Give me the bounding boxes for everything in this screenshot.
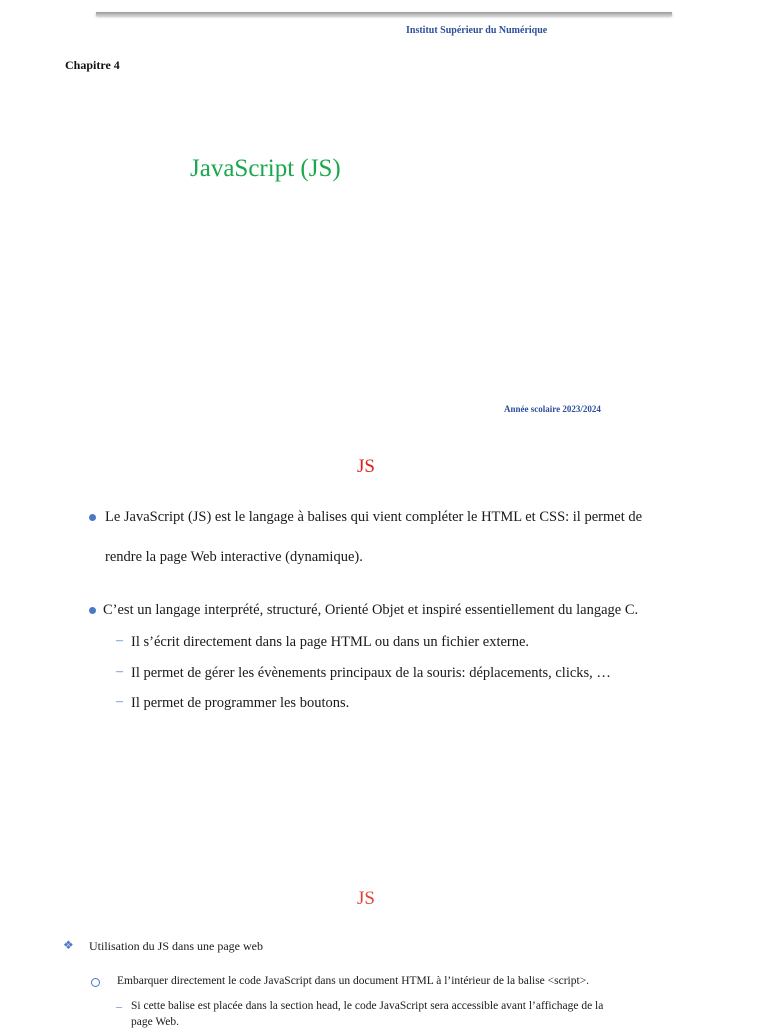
slide2-heading: JS <box>357 888 375 909</box>
chapter-label: Chapitre 4 <box>65 58 120 72</box>
document-title: JavaScript (JS) <box>190 155 341 182</box>
school-year: Année scolaire 2023/2024 <box>504 404 601 414</box>
slide1-subitem: Il s’écrit directement dans la page HTML ou dans un fichier externe. <box>131 634 530 650</box>
dash-bullet-icon: – <box>116 633 123 648</box>
slide1-subitem: Il permet de gérer les évènements principaux de la souris: déplacements, clicks, … <box>131 665 611 681</box>
dash-bullet-icon: – <box>116 694 123 709</box>
slide1-bullet2: C’est un langage interprété, structuré, Orienté Objet et inspiré essentiellement du langage C. <box>103 602 639 618</box>
slide2-subitem: Embarquer directement le code JavaScript dans un document HTML à l’intérieur de la balise <script>. <box>117 975 590 987</box>
bullet-dot-icon <box>89 514 96 521</box>
institute-name: Institut Supérieur du Numérique <box>406 25 548 36</box>
slide2-item: Utilisation du JS dans une page web <box>89 939 263 953</box>
slide1-subitem: Il permet de programmer les boutons. <box>131 695 350 711</box>
dash-bullet-icon: – <box>116 999 122 1013</box>
bullet-dot-icon <box>89 607 96 614</box>
slide1-bullet1-line2: rendre la page Web interactive (dynamique). <box>105 549 363 565</box>
header-rule <box>96 12 672 16</box>
dash-bullet-icon: – <box>116 664 123 679</box>
slide1-bullet1-line1: Le JavaScript (JS) est le langage à balises qui vient compléter le HTML et CSS: il permet de <box>105 509 643 525</box>
slide1-heading: JS <box>357 456 375 477</box>
slide2-subsubitem-line2: page Web. <box>131 1016 180 1028</box>
slide2-subsubitem-line1: Si cette balise est placée dans la section head, le code JavaScript sera accessible avant l’affichage de la <box>131 1000 604 1012</box>
diamond-bullet-icon: ❖ <box>63 938 74 952</box>
circle-bullet-icon <box>91 978 100 987</box>
